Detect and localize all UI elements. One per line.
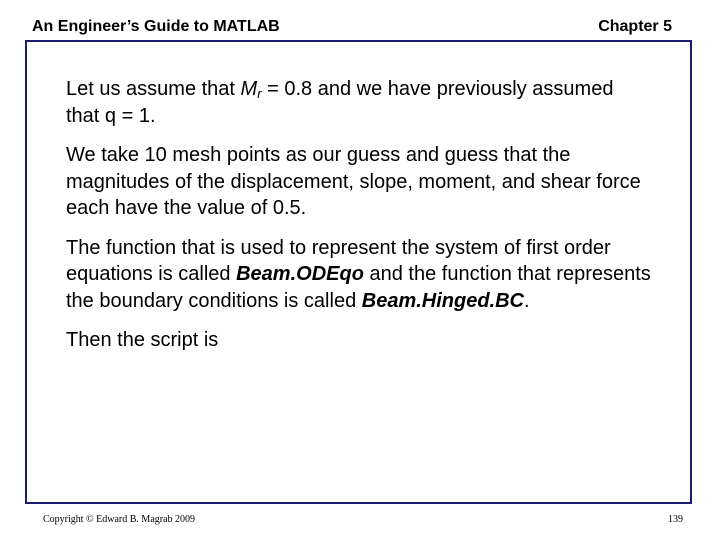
paragraph-assumption-text-1: Let us assume that [66,78,241,100]
variable-m-subscript: r [257,86,262,101]
paragraph-functions [66,235,671,315]
paragraph-functions-text-1: The function that is used to represent the system of first order equations is called [66,236,611,285]
slide-body [66,76,676,367]
paragraph-functions-text-2: and the function that represents the boundary conditions is called [66,263,651,312]
variable-m: M [240,78,258,100]
paragraph-script-intro: Then the script is [66,329,219,351]
page-number: 139 [668,514,683,525]
chapter-label: Chapter 5 [598,18,672,35]
paragraph-assumption [66,76,626,129]
function-name-bc: Beam.Hinged.BC [361,289,524,312]
paragraph-functions-text-3: . [524,289,530,312]
paragraph-assumption-text-2: = 0.8 and we have previously assumed that q = 1. [66,78,614,127]
header-title: An Engineer’s Guide to MATLAB [32,18,280,35]
copyright-notice: Copyright © Edward B. Magrab 2009 [43,514,196,525]
paragraph-mesh-guess: We take 10 mesh points as our guess and guess that the magnitudes of the displacement, slope, moment, and shear force each have the value of 0.5. [66,144,641,219]
function-name-ode: Beam.ODEqo [236,263,364,285]
